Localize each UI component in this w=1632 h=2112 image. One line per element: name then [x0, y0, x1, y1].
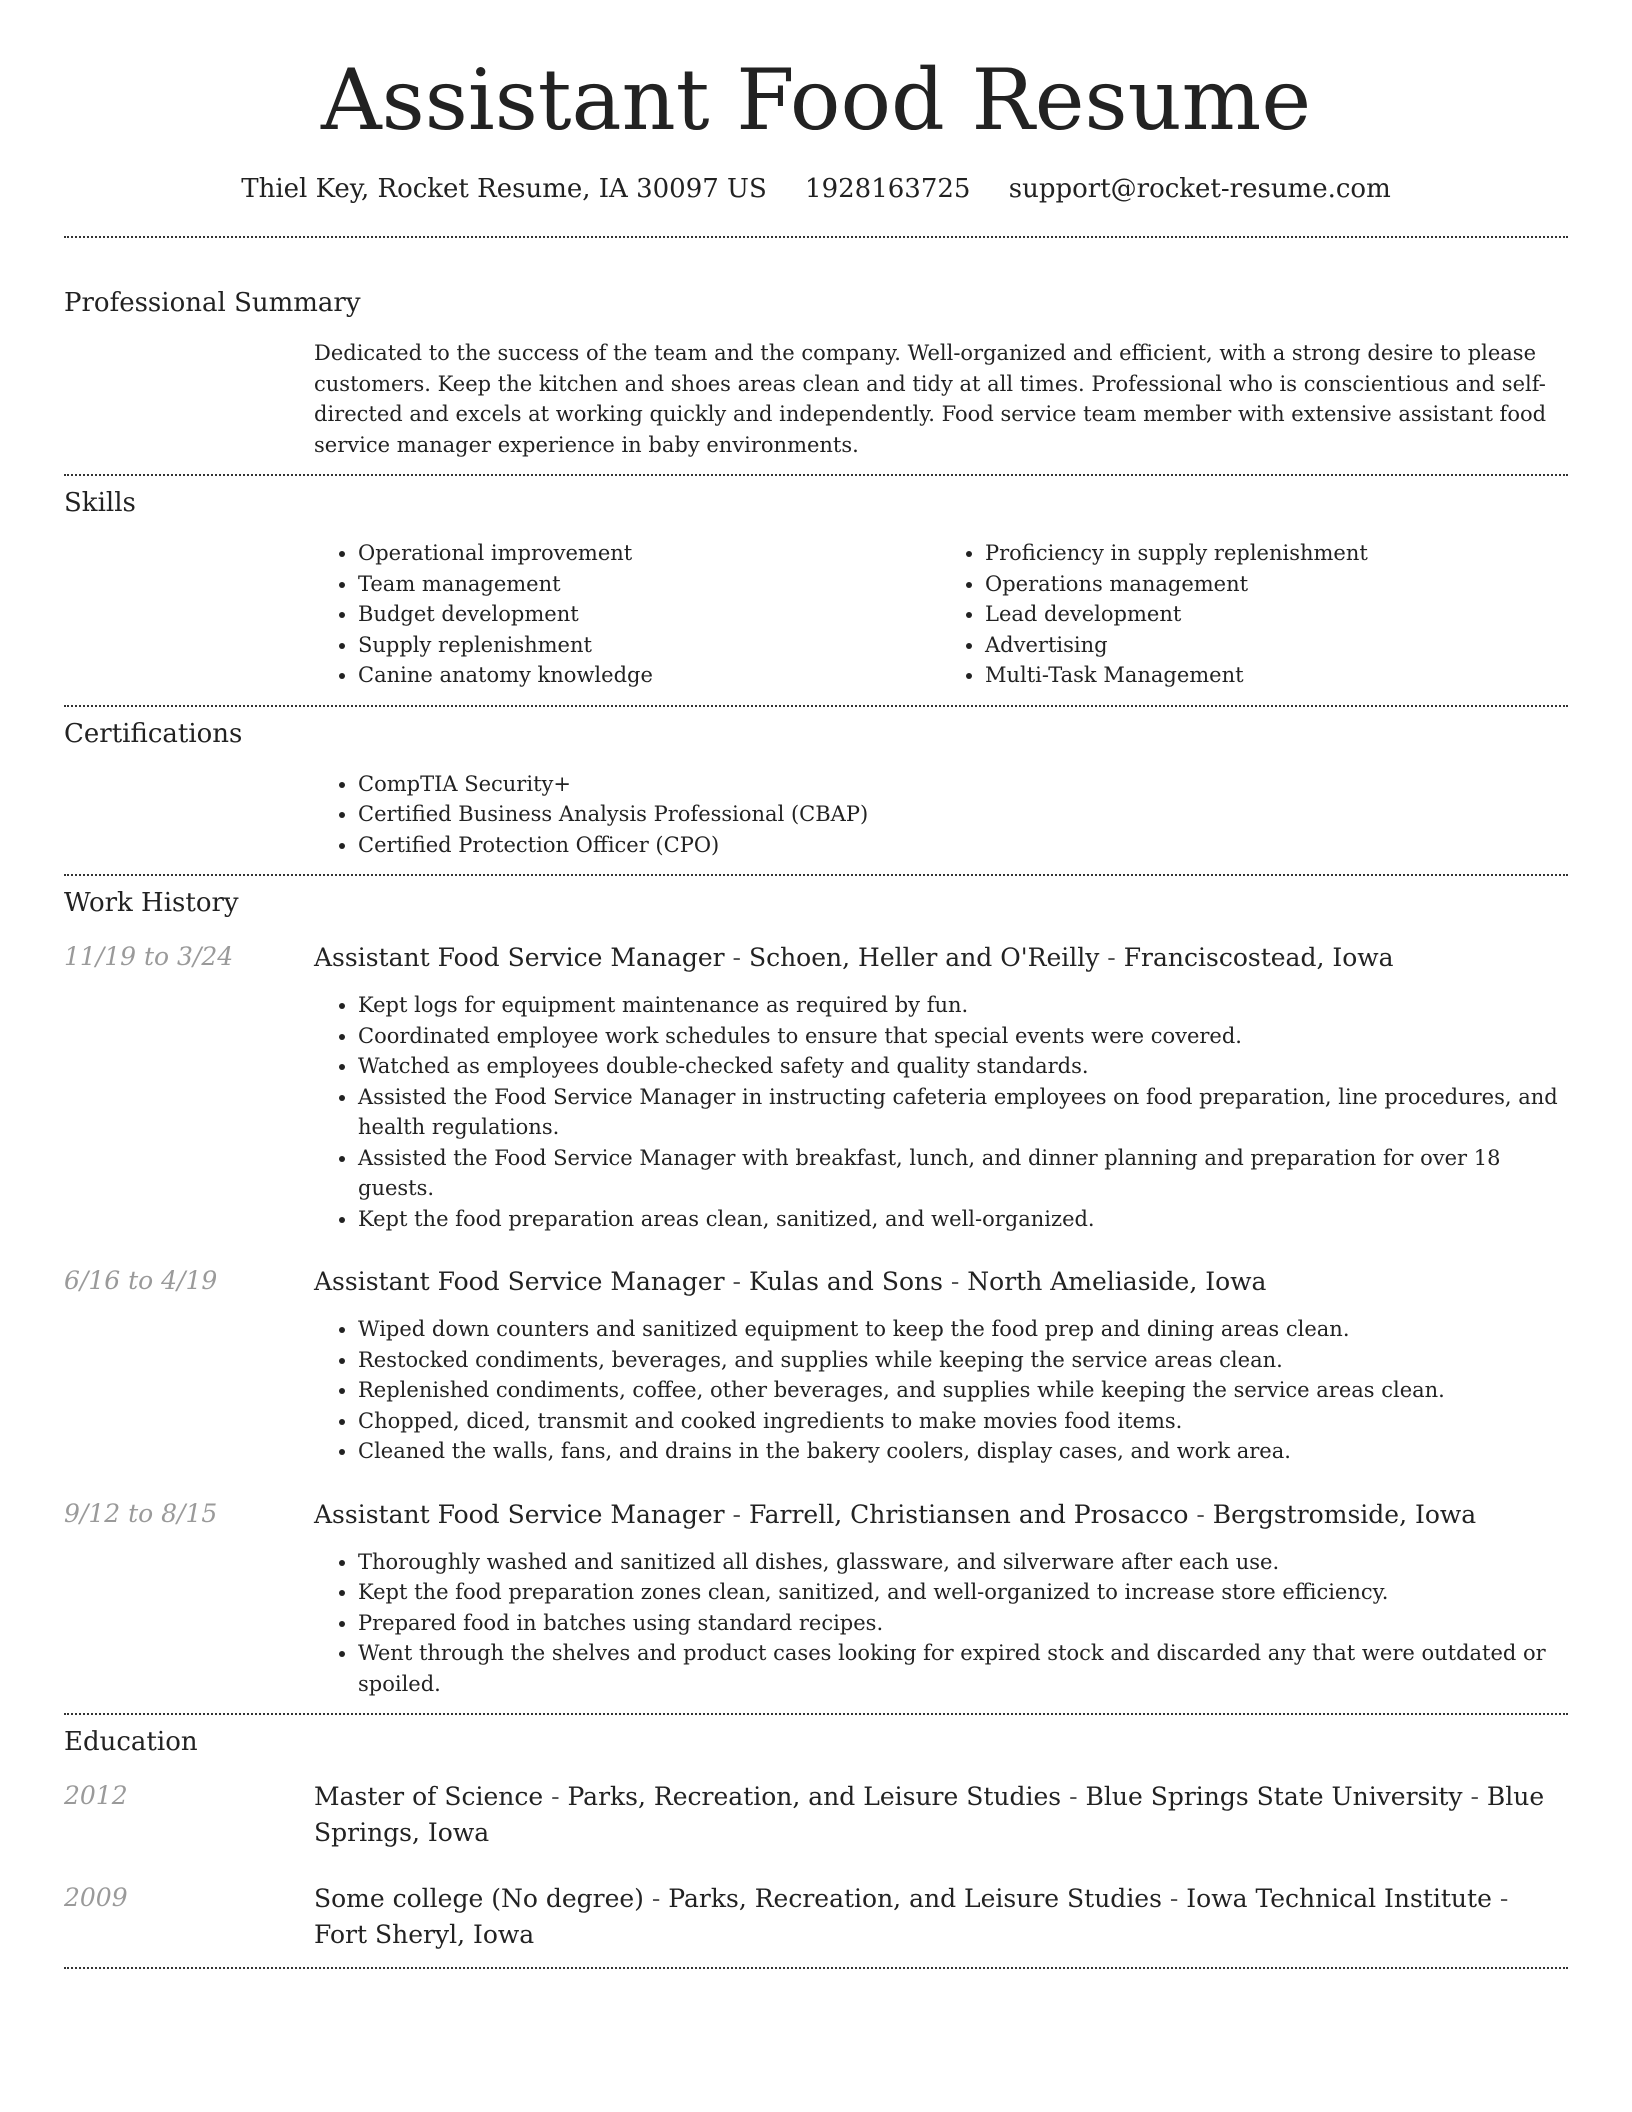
job-bullet: • Coordinated employee work schedules to ensure that special events were covered.: [358, 1021, 1568, 1052]
summary-heading: Professional Summary: [64, 288, 361, 318]
job-bullet: • Assisted the Food Service Manager with breakfast, lunch, and dinner planning and preparation for over 18 guests.: [358, 1143, 1568, 1204]
skill-item: • Team management: [358, 569, 941, 600]
job-bullet: • Wiped down counters and sanitized equipment to keep the food prep and dining areas clean.: [358, 1314, 1568, 1345]
job-entry: [64, 940, 1568, 1234]
job-bullet: • Kept logs for equipment maintenance as required by fun.: [358, 990, 1568, 1021]
job-bullets: [314, 1314, 1568, 1467]
certification-item: • CompTIA Security+: [358, 769, 1568, 800]
education-school: Iowa Technical Institute: [1186, 1884, 1492, 1913]
job-bullet: • Kept the food preparation zones clean, sanitized, and well-organized to increase store efficiency.: [358, 1577, 1568, 1608]
job-title: Assistant Food Service Manager: [314, 943, 725, 972]
summary-section: [64, 238, 1568, 474]
job-company: Farrell, Christiansen and Prosacco: [748, 1499, 1189, 1529]
job-dates: 9/12 to 8/15: [64, 1498, 218, 1528]
skills-list-right: [941, 538, 1568, 691]
skill-item: • Lead development: [985, 599, 1568, 630]
job-bullets: [314, 990, 1568, 1234]
skill-item: • Proficiency in supply replenishment: [985, 538, 1568, 569]
education-heading-line: Some college (No degree) - Parks, Recreation, and Leisure Studies - Iowa Technical Institute - Fort Sheryl, Iowa: [314, 1884, 1509, 1949]
education-section: [64, 1715, 1568, 1967]
divider: [64, 1967, 1568, 1969]
education-degree: Master of Science: [314, 1782, 544, 1811]
job-location: Franciscostead, Iowa: [1123, 943, 1394, 972]
job-title: Assistant Food Service Manager: [314, 1499, 725, 1529]
job-location: North Ameliaside, Iowa: [967, 1267, 1267, 1296]
job-bullet: • Kept the food preparation areas clean, sanitized, and well-organized.: [358, 1204, 1568, 1235]
job-bullet: • Chopped, diced, transmit and cooked ingredients to make movies food items.: [358, 1406, 1568, 1437]
contact-address: Thiel Key, Rocket Resume, IA 30097 US: [241, 174, 767, 204]
certification-item: • Certified Protection Officer (CPO): [358, 830, 1568, 861]
education-field: Parks, Recreation, and Leisure Studies: [668, 1884, 1162, 1913]
education-location: Blue Springs, Iowa: [314, 1782, 1545, 1847]
education-school: Blue Springs State University: [1085, 1782, 1463, 1811]
job-title: Assistant Food Service Manager: [314, 1267, 725, 1296]
job-bullet: • Watched as employees double-checked safety and quality standards.: [358, 1051, 1568, 1082]
education-year: 2009: [64, 1883, 128, 1912]
skill-item: • Canine anatomy knowledge: [358, 660, 941, 691]
job-heading: Assistant Food Service Manager - Farrell, Christiansen and Prosacco - Bergstromside, Iowa: [314, 1499, 1477, 1529]
skill-item: • Supply replenishment: [358, 630, 941, 661]
skills-section: [64, 476, 1568, 705]
education-entry: [64, 1779, 1568, 1851]
job-entry: [64, 1497, 1568, 1700]
education-heading-line: Master of Science - Parks, Recreation, and Leisure Studies - Blue Springs State University - Blue Springs, Iowa: [314, 1782, 1545, 1847]
work-history-section: [64, 876, 1568, 1713]
education-field: Parks, Recreation, and Leisure Studies: [567, 1782, 1062, 1811]
job-bullet: • Assisted the Food Service Manager in instructing cafeteria employees on food preparation, line procedures, and health regulations.: [358, 1082, 1568, 1143]
job-dates: 6/16 to 4/19: [64, 1266, 218, 1295]
job-bullet: • Restocked condiments, beverages, and supplies while keeping the service areas clean.: [358, 1345, 1568, 1376]
certifications-section: [64, 707, 1568, 875]
job-company: Schoen, Heller and O'Reilly: [748, 943, 1100, 972]
education-year: 2012: [64, 1781, 128, 1810]
job-heading: Assistant Food Service Manager - Schoen, Heller and O'Reilly - Franciscostead, Iowa: [314, 943, 1394, 972]
skills-heading: Skills: [64, 488, 136, 518]
job-bullet: • Went through the shelves and product cases looking for expired stock and discarded any that were outdated or spoiled.: [358, 1638, 1568, 1699]
job-bullet: • Replenished condiments, coffee, other beverages, and supplies while keeping the service areas clean.: [358, 1375, 1568, 1406]
education-entry: [64, 1881, 1568, 1953]
certifications-list: [314, 769, 1568, 861]
contact-phone: 1928163725: [805, 174, 971, 204]
certification-item: • Certified Business Analysis Professional (CBAP): [358, 799, 1568, 830]
job-heading: Assistant Food Service Manager - Kulas and Sons - North Ameliaside, Iowa: [314, 1267, 1267, 1296]
education-location: Fort Sheryl, Iowa: [314, 1920, 535, 1949]
skill-item: • Operational improvement: [358, 538, 941, 569]
skill-item: • Budget development: [358, 599, 941, 630]
job-location: Bergstromside, Iowa: [1212, 1499, 1477, 1529]
resume-title: Assistant Food Resume: [320, 51, 1312, 149]
certifications-heading: Certifications: [64, 718, 243, 749]
contact-email: support@rocket-resume.com: [1008, 174, 1391, 204]
skill-item: • Advertising: [985, 630, 1568, 661]
job-bullet: • Cleaned the walls, fans, and drains in the bakery coolers, display cases, and work area.: [358, 1436, 1568, 1467]
job-bullet: • Prepared food in batches using standard recipes.: [358, 1608, 1568, 1639]
job-bullets: [314, 1547, 1568, 1700]
education-heading: Education: [64, 1727, 198, 1757]
education-degree: Some college (No degree): [314, 1884, 644, 1913]
summary-text: Dedicated to the success of the team and the company. Well-organized and efficient, with a strong desire to please customers. Keep the kitchen and shoes areas clean and tidy at all times. Professional who is conscientious and self-directed and excels at working quickly and independently. Food service team member with extensive assistant food service manager experience in baby environments.: [314, 341, 1547, 457]
job-company: Kulas and Sons: [748, 1267, 943, 1296]
work-history-heading: Work History: [64, 888, 239, 918]
skills-list-left: [314, 538, 941, 691]
job-entry: [64, 1264, 1568, 1467]
contact-line: [64, 172, 1568, 206]
job-bullet: • Thoroughly washed and sanitized all dishes, glassware, and silverware after each use.: [358, 1547, 1568, 1578]
skill-item: • Multi-Task Management: [985, 660, 1568, 691]
skill-item: • Operations management: [985, 569, 1568, 600]
job-dates: 11/19 to 3/24: [64, 942, 234, 971]
